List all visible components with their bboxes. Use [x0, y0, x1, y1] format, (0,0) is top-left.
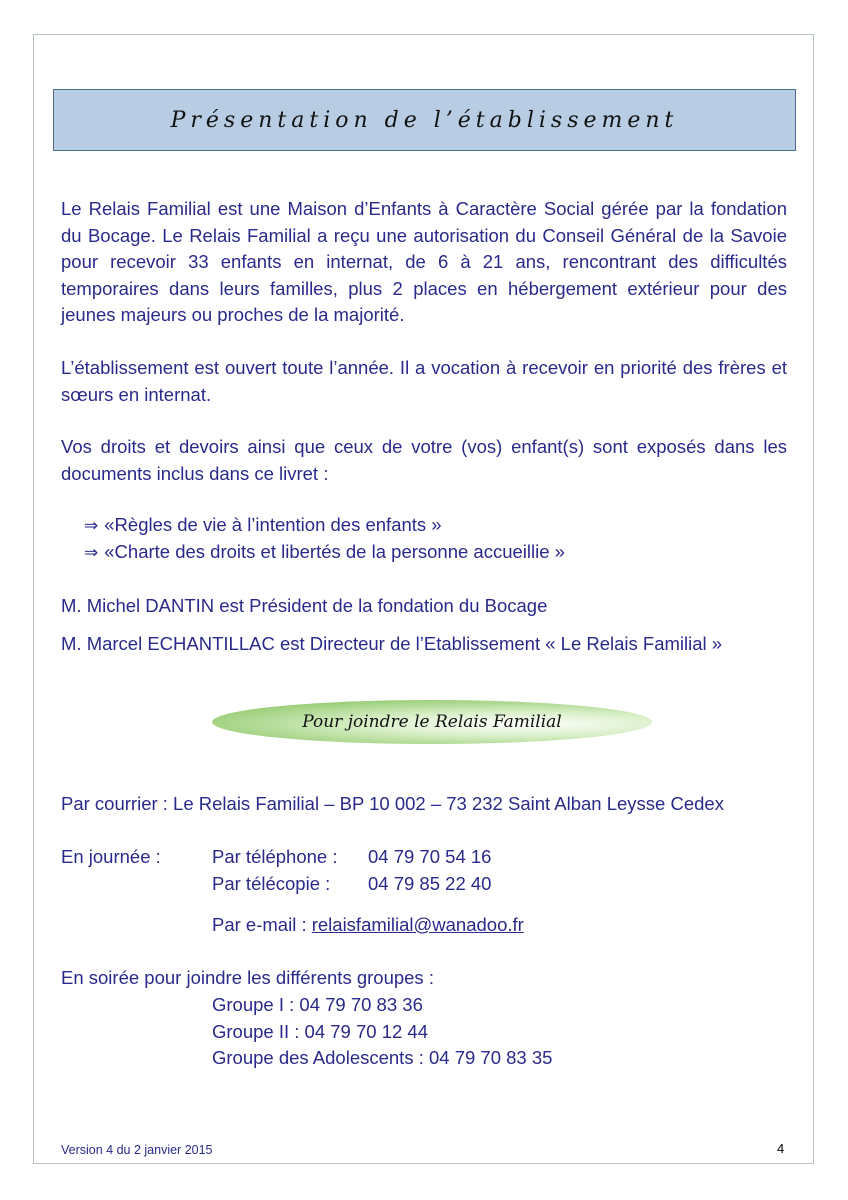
phone-value: 04 79 70 54 16	[368, 846, 492, 867]
page-title: Présentation de l’établissement	[170, 107, 679, 133]
title-box	[53, 89, 796, 151]
group-line: Groupe II : 04 79 70 12 44	[212, 1021, 428, 1042]
document-item-charter	[84, 541, 565, 563]
fax-label: Par télécopie :	[212, 873, 331, 894]
right-double-arrow-icon: ⇒	[84, 516, 99, 536]
email-label: Par e-mail :	[212, 914, 307, 935]
right-double-arrow-icon: ⇒	[84, 543, 99, 563]
director-line: M. Marcel ECHANTILLAC est Directeur de l’Etablissement « Le Relais Familial »	[61, 633, 723, 654]
daytime-label: En journée :	[61, 846, 161, 867]
document-label: «Charte des droits et libertés de la personne accueillie »	[104, 541, 565, 562]
rights-paragraph: Vos droits et devoirs ainsi que ceux de votre (vos) enfant(s) sont exposés dans les documents inclus dans ce livret :	[61, 436, 787, 484]
document-item-rules	[84, 514, 442, 536]
opening-paragraph: L’établissement est ouvert toute l’année. Il a vocation à recevoir en priorité des frères et sœurs en internat.	[61, 357, 787, 405]
fax-value: 04 79 85 22 40	[368, 873, 492, 894]
contact-banner	[212, 700, 652, 744]
group-line: Groupe des Adolescents : 04 79 70 83 35	[212, 1047, 553, 1068]
group-line: Groupe I : 04 79 70 83 36	[212, 994, 423, 1015]
email-link[interactable]: relaisfamilial@wanadoo.fr	[311, 914, 524, 935]
evening-label: En soirée pour joindre les différents groupes :	[61, 967, 434, 988]
president-line: M. Michel DANTIN est Président de la fondation du Bocage	[61, 595, 548, 616]
phone-label: Par téléphone :	[212, 846, 338, 867]
page-number: 4	[777, 1141, 785, 1156]
email-line	[212, 914, 524, 936]
mail-line: Par courrier : Le Relais Familial – BP 10 002 – 73 232 Saint Alban Leysse Cedex	[61, 793, 724, 814]
contact-banner-label: Pour joindre le Relais Familial	[302, 712, 562, 732]
intro-paragraph: Le Relais Familial est une Maison d’Enfants à Caractère Social gérée par la fondation du Bocage. Le Relais Familial a reçu une autorisation du Conseil Général de la Savoie pour recevoir 33 enfants en internat, de 6 à 21 ans, rencontrant des difficultés temporaires dans leurs familles, plus 2 places en hébergement extérieur pour des jeunes majeurs ou proches de la majorité.	[61, 198, 787, 325]
document-label: «Règles de vie à l’intention des enfants »	[104, 514, 442, 535]
footer-version: Version 4 du 2 janvier 2015	[61, 1143, 213, 1157]
